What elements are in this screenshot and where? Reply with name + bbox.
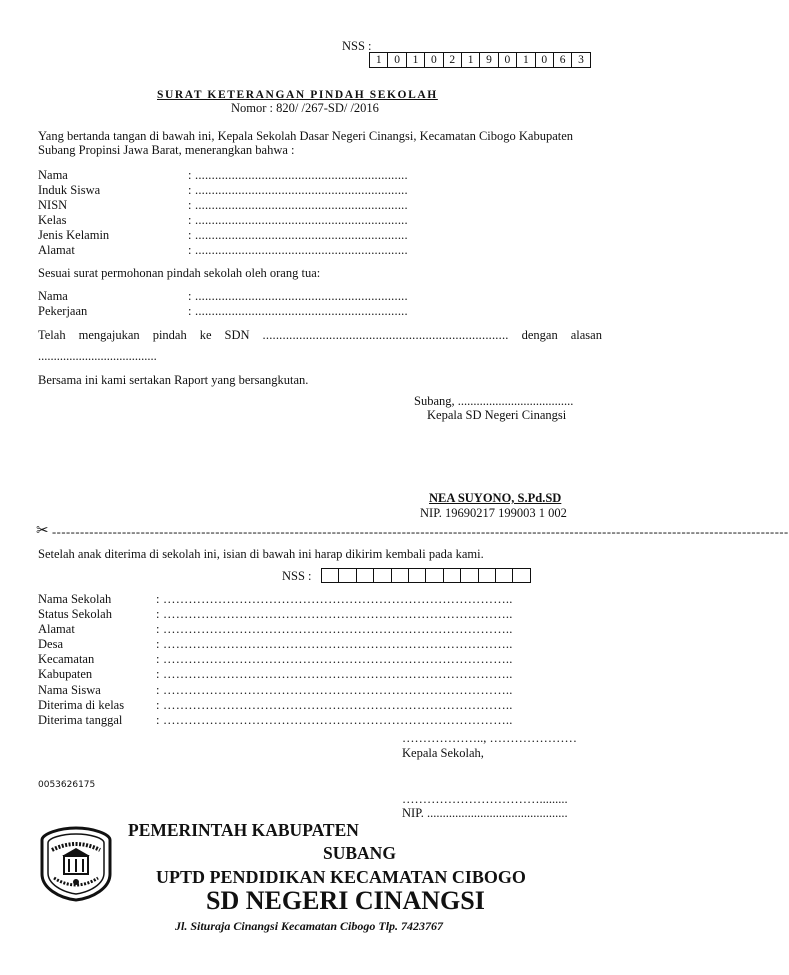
field-value: : ………………………………………………………………………..: [156, 682, 513, 697]
field-row: [38, 168, 408, 183]
field-label: Kabupaten: [38, 667, 93, 682]
field-value: : ................................................................: [188, 289, 408, 303]
field-row: [38, 667, 513, 682]
nss-cell: [496, 568, 513, 583]
nss-cell: [374, 568, 391, 583]
field-label: Nama Sekolah: [38, 592, 112, 606]
field-value: : ................................................................: [188, 213, 408, 227]
field-value: : ………………………………………………………………………..: [156, 607, 513, 622]
nss-cell: 3: [572, 52, 590, 68]
field-value: : ………………………………………………………………………..: [156, 592, 513, 606]
field-value: : ................................................................: [188, 183, 408, 197]
document-number: Nomor : 820/ /267-SD/ /2016: [231, 101, 379, 115]
field-label: Alamat: [38, 243, 75, 257]
move-word: alasan: [570, 328, 602, 342]
nss-cell: 6: [554, 52, 572, 68]
field-row: [38, 607, 513, 622]
field-value: : ………………………………………………………………………..: [156, 712, 513, 727]
nss-cell: [426, 568, 443, 583]
field-label: Kecamatan: [38, 652, 95, 667]
kop-line-4: SD NEGERI CINANGSI: [206, 886, 485, 915]
nss-bottom-label: NSS :: [282, 569, 312, 583]
school-logo: [38, 826, 114, 906]
nss-cell: [322, 568, 339, 583]
move-word: SDN: [224, 328, 250, 342]
cut-line: --------------------------------------------------------------------------------------------------------------------------------------------------------------: [52, 525, 789, 539]
field-row: [38, 652, 513, 667]
field-label: Pekerjaan: [38, 304, 88, 318]
nss-cell: [461, 568, 478, 583]
field-row: [38, 198, 408, 213]
sign-place-date: Subang, .....................................: [414, 394, 574, 408]
field-row: [38, 213, 408, 228]
attachment-note: Bersama ini kami sertakan Raport yang bersangkutan.: [38, 373, 309, 387]
nss-cell: 0: [536, 52, 554, 68]
nss-cell: 9: [480, 52, 498, 68]
move-line: [38, 328, 602, 343]
field-value: : ………………………………………………………………………..: [156, 667, 513, 682]
nss-label: NSS :: [342, 39, 372, 53]
nss-cell: [357, 568, 374, 583]
field-label: Diterima di kelas: [38, 697, 125, 712]
field-label: Diterima tanggal: [38, 712, 123, 727]
reply-sign-name-line: …………………………….........: [402, 792, 568, 806]
field-row: [38, 183, 408, 198]
reply-intro: Setelah anak diterima di sekolah ini, isian di bawah ini harap dikirim kembali pada kami.: [38, 547, 484, 561]
field-label: Kelas: [38, 213, 67, 227]
field-value: : ………………………………………………………………………..: [156, 637, 513, 652]
field-label: Nama: [38, 289, 68, 303]
nss-cell: 0: [388, 52, 406, 68]
nss-cell: 1: [462, 52, 480, 68]
move-word: ke: [199, 328, 212, 342]
nss-cell: 2: [444, 52, 462, 68]
field-label: Jenis Kelamin: [38, 228, 110, 242]
move-word: mengajukan: [78, 328, 140, 342]
nss-cell: [444, 568, 461, 583]
kop-line-3: UPTD PENDIDIKAN KECAMATAN CIBOGO: [156, 867, 526, 887]
document-code: 0053626175: [38, 780, 96, 790]
signer-name: NEA SUYONO, S.Pd.SD: [429, 491, 562, 505]
nss-cell: [409, 568, 426, 583]
field-row: [38, 683, 513, 698]
reply-fields: [38, 592, 513, 728]
field-row: [38, 698, 513, 713]
nss-digit-grid: [369, 52, 591, 68]
nss-cell: 1: [517, 52, 535, 68]
nss-cell: [513, 568, 530, 583]
sign-role: Kepala SD Negeri Cinangsi: [427, 408, 567, 422]
crest-icon: [38, 826, 114, 902]
school-dots: ..........................................................................: [262, 328, 509, 342]
nss-cell: 1: [370, 52, 388, 68]
field-row: [38, 289, 408, 304]
parent-intro: Sesuai surat permohonan pindah sekolah oleh orang tua:: [38, 266, 321, 280]
field-label: Desa: [38, 637, 63, 652]
field-label: Status Sekolah: [38, 607, 112, 622]
nss-cell: [479, 568, 496, 583]
move-word: dengan: [521, 328, 558, 342]
field-value: : ................................................................: [188, 168, 408, 182]
reply-sign-role: Kepala Sekolah,: [402, 746, 484, 760]
nss-cell: [339, 568, 356, 583]
scissors-icon: ✂: [36, 523, 49, 539]
field-row: [38, 304, 408, 319]
field-row: [38, 592, 513, 607]
field-value: : ………………………………………………………………………..: [156, 652, 513, 667]
field-row: [38, 228, 408, 243]
field-label: Induk Siswa: [38, 183, 101, 197]
field-value: : ................................................................: [188, 228, 408, 242]
kop-line-1: PEMERINTAH KABUPATEN: [128, 820, 359, 840]
nss-cell: 1: [407, 52, 425, 68]
field-row: [38, 243, 408, 258]
reply-sign-nip: NIP. .............................................: [402, 806, 568, 820]
parent-fields: [38, 289, 408, 319]
field-value: : ................................................................: [188, 198, 408, 212]
reason-dots: ......................................: [38, 349, 157, 363]
kop-line-2: SUBANG: [323, 843, 396, 863]
nss-cell: 0: [499, 52, 517, 68]
document-title: SURAT KETERANGAN PINDAH SEKOLAH: [157, 89, 438, 101]
nss-cell: 0: [425, 52, 443, 68]
field-row: [38, 713, 513, 728]
intro-text-2: Subang Propinsi Jawa Barat, menerangkan bahwa :: [38, 143, 295, 157]
intro-text: Yang bertanda tangan di bawah ini, Kepala Sekolah Dasar Negeri Cinangsi, Kecamatan Cibogo Kabupaten: [38, 129, 574, 143]
field-row: [38, 622, 513, 637]
field-value: : ................................................................: [188, 304, 408, 318]
field-row: [38, 637, 513, 652]
move-word: pindah: [152, 328, 187, 342]
field-label: NISN: [38, 198, 68, 212]
move-word: Telah: [38, 328, 66, 342]
field-value: : ………………………………………………………………………..: [156, 697, 513, 712]
field-label: Alamat: [38, 622, 75, 637]
field-value: : ................................................................: [188, 243, 408, 257]
student-fields: [38, 168, 408, 258]
reply-sign-place: ……………….., …………………: [402, 731, 577, 745]
field-label: Nama Siswa: [38, 682, 101, 697]
kop-address: Jl. Situraja Cinangsi Kecamatan Cibogo Tlp. 7423767: [175, 919, 444, 933]
nss-empty-grid: [321, 568, 531, 583]
nss-cell: [392, 568, 409, 583]
field-label: Nama: [38, 168, 68, 182]
field-value: : ………………………………………………………………………..: [156, 622, 513, 637]
signer-nip: NIP. 19690217 199003 1 002: [420, 506, 567, 520]
